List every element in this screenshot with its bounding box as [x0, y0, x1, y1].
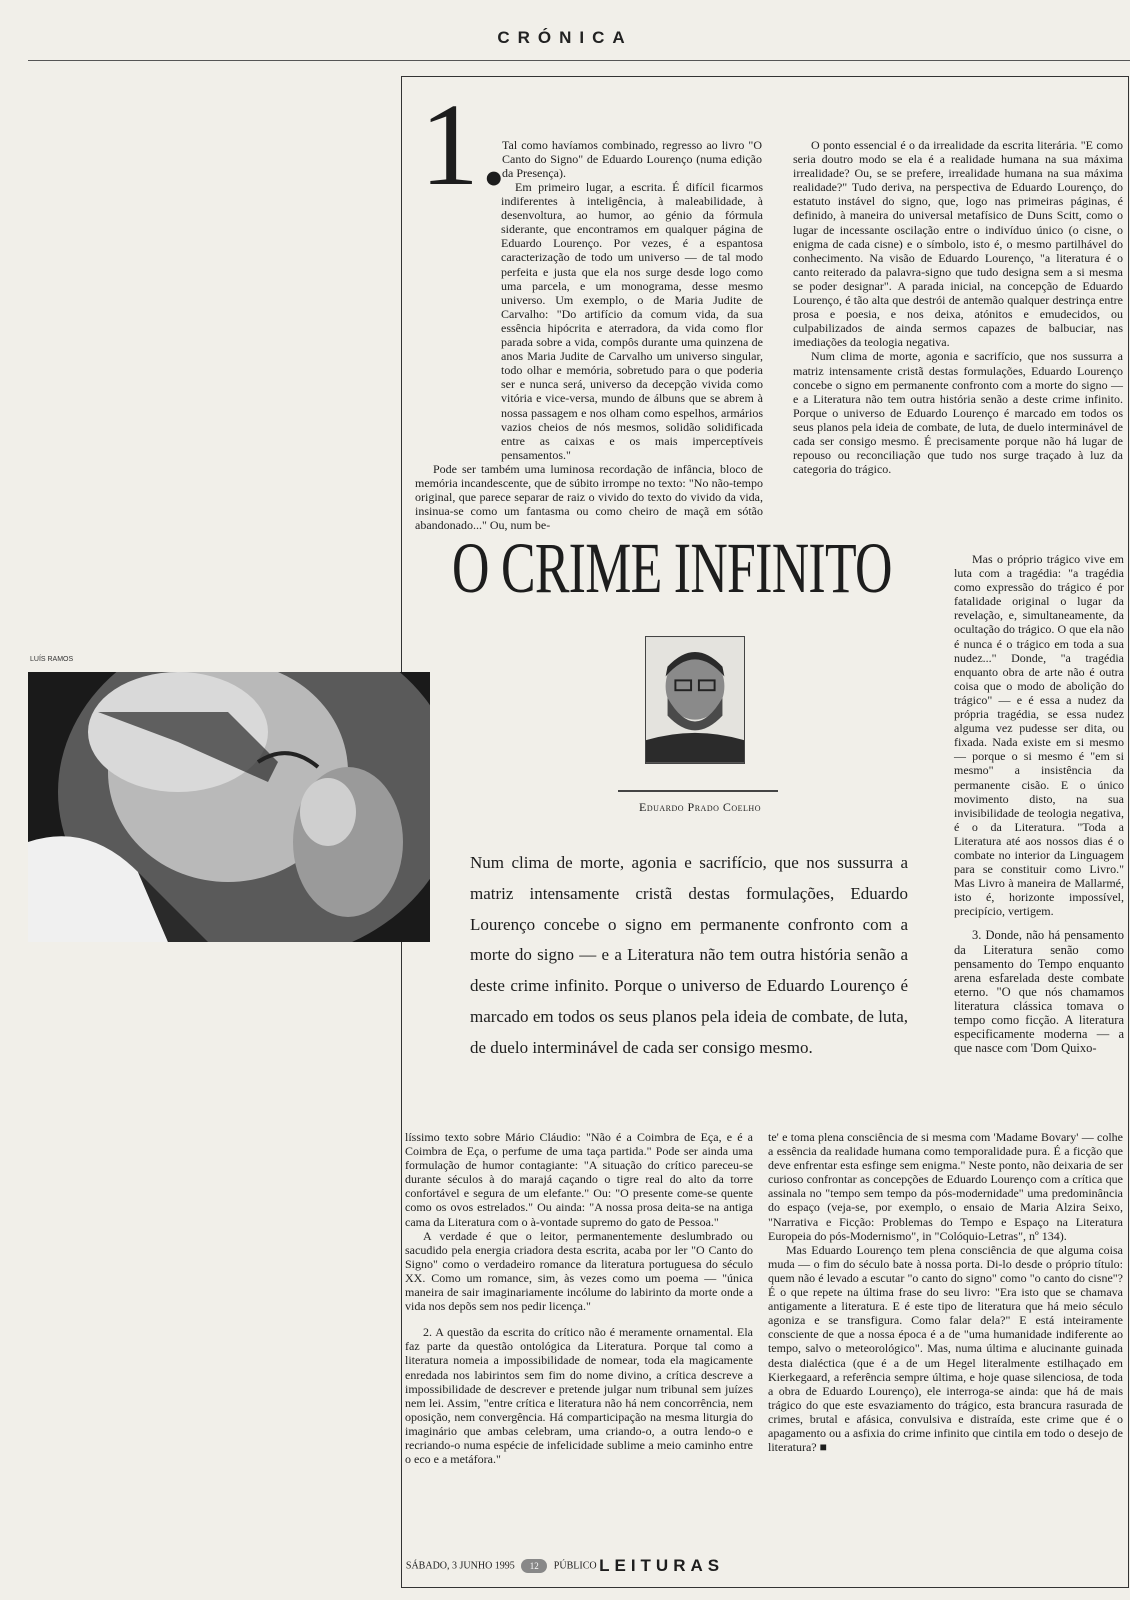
paragraph: Tal como havíamos combinado, regresso ao livro "O Canto do Signo" de Eduardo Lourenço (numa edição da Presença). — [502, 138, 762, 181]
pull-quote: Num clima de morte, agonia e sacrifício, que nos sussurra a matriz intensamente cristã destas formulações, Eduardo Lourenço concebe o signo em permanente confronto com a morte do signo — e a Literatura não tem outra história senão a deste crime infinito. Porque o universo de Eduardo Lourenço é marcado em todos os seus planos pela ideia de combate, de luta, de duelo interminável de cada ser consigo mesmo. — [470, 853, 908, 1057]
article-column-2 — [793, 138, 1123, 476]
paragraph: 2. A questão da escrita do crítico não é meramente ornamental. Ela faz parte da questão ontológica da Literatura. Porque tal como a literatura nomeia a impossibilidade de nomear, toda ela magicamente enredada nos labirintos sem fim do nome divino, a crítica descreve a impossibilidade de descrever e pretende julgar num tribunal sem juízes nem lei. Assim, "entre crítica e literatura não há nem concorrência, nem oposição, nem convergência. Há comparticipação na mesma liturgia do imaginário que ambas celebram, uma criando-o, a outra lendo-o e recriando-o numa espécie de infelicidade sublime a meio caminho entre o eco e a metáfora." — [405, 1325, 753, 1467]
article-column-1-intro — [502, 138, 762, 180]
page-number-badge: 12 — [521, 1559, 547, 1573]
paragraph: líssimo texto sobre Mário Cláudio: "Não é a Coimbra de Eça, e é a Coimbra de Eça, o perfume de uma taça partida." Pode ser ainda uma formulação de humor contagiante: "A situação do crítico pareceu-se durante séculos à do marajá caçando o tigre real do alto da torre confortável e segura de um elefante." Ou: "O presente come-se quente como os ovos estrelados." Ou ainda: "A nossa prosa deita-se na antiga cama da Literatura com o à-vontade supremo do gato de Pessoa." — [405, 1130, 753, 1229]
article-column-3 — [954, 552, 1124, 1055]
paragraph: te' e toma plena consciência de si mesma com 'Madame Bovary' — colhe a essência da realidade humana como temporalidade pura. É a ficção que deve enfrentar esta esfinge sem enigma." Neste ponto, não deixaria de ser curioso confrontar as concepções de Eduardo Lourenço com a crítica que assinala no "tempo sem tempo da pós-modernidade" uma predominância do espaço (veja-se, por exemplo, o ensaio de Maria Alzira Seixo, "Narrativa e Ficção: Problemas do Tempo e Espaço na Literatura Europeia do pós-Modernismo", in "Colóquio-Letras", nº 134). — [768, 1130, 1123, 1243]
paragraph: Mas o próprio trágico vive em luta com a tragédia: "a tragédia como expressão do trágico é por fatalidade original o lugar da revelação, e, simultaneamente, da ocultação do trágico. O que ela não é nunca é o trágico em toda a sua nudez..." Donde, "a tragédia enquanto obra de arte não é outra coisa que o modo de abolição do trágico" — e é essa a nudez da própria tragédia, se essa nudez alguma vez pudesse ser dita, ou fixada. Nada existe em si mesmo — porque o si mesmo é "em si mesmo" a insistência da permanente cisão. E o único movimento disto, na sua invisibilidade de teologia negativa, é o da Literatura. "Toda a Literatura até aos nossos dias é o combate no interior da Linguagem para se constituir como Livro." Mas Livro à maneira de Mallarmé, isto é, horizonte impossível, precipício, vertigem. — [954, 552, 1124, 919]
footer-paper-name: PÚBLICO — [553, 1560, 597, 1572]
article-title: O CRIME INFINITO — [452, 528, 892, 608]
paragraph: Em primeiro lugar, a escrita. É difícil ficarmos indiferentes à inteligência, à maleabilidade, à desenvoltura, ao humor, ao génio da fórmula siderante, que encontramos em qualquer página de Eduardo Lourenço. Por vezes, é a espantosa caracterização de todo um universo — de tal modo perfeita e justa que ela nos surge desde logo como uma parcela, e um monograma, desse mesmo universo. Um exemplo, o de Maria Judite de Carvalho: "Do artifício da comum vida, da sua essência hipócrita e aterradora, da vida como flor parada sobre a vida, compôs durante uma quinzena de anos Maria Judite de Carvalho um universo singular, todo olhar e memória, sobretudo para o que poderia ser e nunca será, universo da decepção vivida como vitória e vice-versa, mundo de álbuns que se abrem à nossa passagem e nos olham como espelhos, armários vazios cheios de nós mesmos, solidão solidificada entre as caixas e os mais imperceptíveis pensamentos." — [501, 180, 763, 462]
paragraph: Pode ser também uma luminosa recordação de infância, bloco de memória incandescente, que de súbito irrompe no texto: "No não-tempo original, que parece separar de raiz o vivido do texto do vivido da vida, insinua-se como um fantasma ou como cheiro de maçã em sótão abandonado..." Ou, num be- — [415, 461, 763, 533]
article-column-4 — [405, 1130, 753, 1466]
author-photo-illustration — [28, 672, 430, 942]
paragraph: A verdade é que o leitor, permanentemente deslumbrado ou sacudido pela energia criadora desta escrita, acaba por ler "O Canto do Signo" como o verdadeiro romance da literatura portuguesa do século XX. Como um romance, sim, às vezes como um poema — "única maneira de sair imaginariamente incólume do labirinto da morte onde a vida nos depõs sem nos pedir licença." — [405, 1228, 753, 1314]
article-column-5 — [768, 1130, 1123, 1454]
article-column-1 — [415, 180, 763, 532]
section-header: CRÓNICA — [497, 28, 633, 47]
paragraph: Mas Eduardo Lourenço tem plena consciência de que alguma coisa muda — o fim do século bate à nossa porta. Di-lo desde o próprio título: quem não é levado a escutar "o canto do signo" como "o canto do cisne"? É o que repete na última frase do seu livro: "Era isto que se chamava antigamente a literatura. E é este tipo de literatura que há meio século agoniza e se transfigura. Como falar dela?" E está inteiramente consciente de que a nossa época é a de "uma humanidade indiferente ao tempo, salvo o meteorológico". Mas, numa última e alucinante guinada desta dialéctica (que é a de um Hegel literalmente estilhaçado em Kierkegaard, a referência sempre última, e hoje quase silenciosa, de toda a obra de Eduardo Lourenço), ele interroga-se ainda: que há de mais trágico do que este esvaziamento do trágico, esta brancura rasurada de crimes, brutal e afásica, convulsiva e distraída, este crime que é o apagamento ou a asfixia do crime infinito que cintila em todo o desejo de literatura? ■ — [768, 1242, 1123, 1455]
byline-rule — [618, 790, 778, 792]
paragraph: O ponto essencial é o da irrealidade da escrita literária. "E como seria doutro modo se ela é a realidade humana na sua máxima irrealidade? Ou, se se prefere, irrealidade humana na sua máxima realidade?" Tudo deriva, na perspectiva de Eduardo Lourenço, do estatuto instável do signo, que, logo nas primeiras páginas, é definido, à maneira do universal metafísico de Duns Scitt, como o lugar de incessante oscilação entre o indivíduo único (o cisne, o enigma de cada cisne) e o símbolo, isto é, o mesmo partilhável do conhecimento. Na visão de Eduardo Lourenço, "a literatura é o canto reiterado da palavra-signo que tudo designa sem a si mesma se poder designar". A parada inicial, na concepção de Eduardo Lourenço, é tão alta que destrói de antemão qualquer destrinça entre prosa e poesia, e nos deixa, atónitos e emudecidos, ou culpabilizados de ainda sermos capazes de balbuciar, nas imediações da teologia negativa. — [793, 138, 1123, 350]
footer-date: SÁBADO, 3 JUNHO 1995 — [405, 1560, 515, 1572]
page-footer — [0, 1556, 1130, 1576]
photo-credit: LUÍS RAMOS — [30, 656, 74, 663]
drop-cap-number: 1. — [420, 79, 509, 210]
author-portrait — [645, 636, 745, 764]
author-portrait-illustration — [646, 637, 744, 763]
byline: Eduardo Prado Coelho — [638, 800, 761, 814]
paragraph: Num clima de morte, agonia e sacrifício, que nos sussurra a matriz intensamente cristã destas formulações, Eduardo Lourenço concebe o signo em permanente confronto com a morte do signo — e a Literatura não tem outra história senão a deste crime infinito. Porque o universo de Eduardo Lourenço é marcado em todos os seus planos pela ideia de combate, de luta, de duelo interminável de cada ser consigo mesmo. É precisamente porque não há lugar de repouso ou reconciliação que tudo nos surge traçado à luz da categoria do trágico. — [793, 349, 1123, 477]
header-rule — [28, 60, 1130, 61]
footer-supplement-name: LEITURAS — [599, 1556, 725, 1575]
author-photo — [28, 672, 430, 942]
paragraph: 3. Donde, não há pensamento da Literatura senão como pensamento do Tempo enquanto arena esfarelada deste combate eterno. "O que nós chamamos literatura clássica tomava o tempo como ficção. A literatura especificamente moderna — a que nasce com 'Dom Quixo- — [954, 928, 1124, 1056]
